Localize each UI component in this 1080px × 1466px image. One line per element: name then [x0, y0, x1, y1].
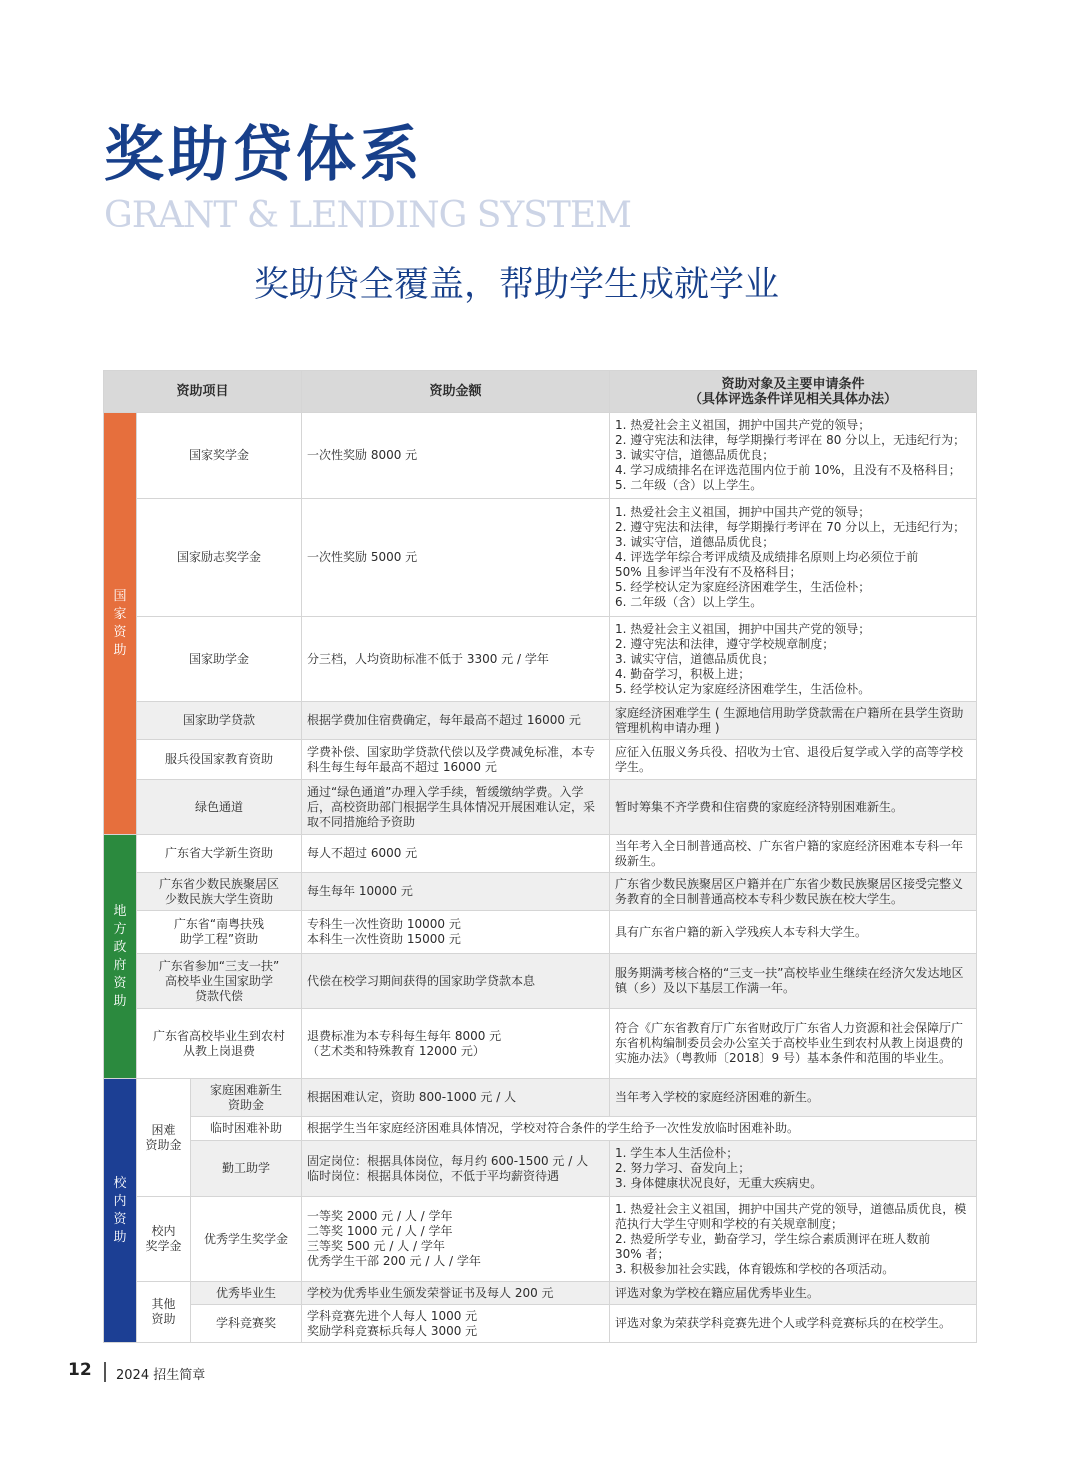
project-name: 国家励志奖学金	[137, 499, 302, 617]
table-row	[104, 413, 977, 499]
group-difficulty: 困难 资助金	[137, 1079, 191, 1197]
project-name: 国家奖学金	[137, 413, 302, 499]
project-amount: 专科生一次性资助 10000 元 本科生一次性资助 15000 元	[302, 911, 610, 954]
project-amount: 通过“绿色通道”办理入学手续，暂缓缴纳学费。入学后，高校资助部门根据学生具体情况开展困难认定，采取不同措施给予资助	[302, 780, 610, 835]
group-other: 其他 资助	[137, 1282, 191, 1343]
project-name: 优秀学生奖学金	[191, 1197, 302, 1282]
project-conditions: 1. 热爱社会主义祖国，拥护中国共产党的领导，道德品质优良，模范执行大学生守则和学校的有关规章制度； 2. 热爱所学专业，勤奋学习，学生综合素质测评在班人数前 30% 者； 3. 积极参加社会实践，体育锻炼和学校的各项活动。	[610, 1197, 977, 1282]
project-name: 绿色通道	[137, 780, 302, 835]
project-amount: 一等奖 2000 元 / 人 / 学年 二等奖 1000 元 / 人 / 学年 三等奖 500 元 / 人 / 学年 优秀学生干部 200 元 / 人 / 学年	[302, 1197, 610, 1282]
project-name: 广东省少数民族聚居区 少数民族大学生资助	[137, 873, 302, 911]
table-row	[104, 702, 977, 740]
project-amount: 代偿在校学习期间获得的国家助学贷款本息	[302, 954, 610, 1009]
category-local: 地方政府资助	[104, 835, 137, 1079]
table-row	[104, 1197, 977, 1282]
project-amount: 根据学生当年家庭经济困难具体情况，学校对符合条件的学生给予一次性发放临时困难补助。	[302, 1117, 977, 1141]
project-name: 勤工助学	[191, 1141, 302, 1197]
project-name: 临时困难补助	[191, 1117, 302, 1141]
project-conditions: 家庭经济困难学生 ( 生源地信用助学贷款需在户籍所在县学生资助管理机构申请办理 )	[610, 702, 977, 740]
project-amount: 根据困难认定，资助 800-1000 元 / 人	[302, 1079, 610, 1117]
project-amount: 学费补偿、国家助学贷款代偿以及学费减免标准，本专科生每生每年最高不超过 16000 元	[302, 740, 610, 780]
project-amount: 一次性奖励 5000 元	[302, 499, 610, 617]
project-amount: 学科竞赛先进个人每人 1000 元 奖励学科竞赛标兵每人 3000 元	[302, 1305, 610, 1343]
project-conditions: 广东省少数民族聚居区户籍并在广东省少数民族聚居区接受完整义务教育的全日制普通高校本专科少数民族在校大学生。	[610, 873, 977, 911]
table-row	[104, 911, 977, 954]
project-amount: 分三档，人均资助标准不低于 3300 元 / 学年	[302, 617, 610, 702]
project-amount: 一次性奖励 8000 元	[302, 413, 610, 499]
project-conditions: 1. 热爱社会主义祖国，拥护中国共产党的领导； 2. 遵守宪法和法律，遵守学校规章制度； 3. 诚实守信，道德品质优良； 4. 勤奋学习，积极上进； 5. 经学校认定为家庭经济困难学生，生活俭朴。	[610, 617, 977, 702]
project-amount: 固定岗位：根据具体岗位，每月约 600-1500 元 / 人 临时岗位：根据具体岗位，不低于平均薪资待遇	[302, 1141, 610, 1197]
table-row	[104, 1141, 977, 1197]
project-name: 广东省“南粤扶残 助学工程”资助	[137, 911, 302, 954]
table-row	[104, 873, 977, 911]
page-title-english: GRANT & LENDING SYSTEM	[104, 195, 632, 236]
grant-table	[103, 370, 977, 1343]
page-number: 12	[68, 1360, 92, 1380]
project-name: 广东省参加“三支一扶” 高校毕业生国家助学 贷款代偿	[137, 954, 302, 1009]
group-scholarship: 校内 奖学金	[137, 1197, 191, 1282]
project-name: 学科竞赛奖	[191, 1305, 302, 1343]
project-amount: 每人不超过 6000 元	[302, 835, 610, 873]
project-conditions: 具有广东省户籍的新入学残疾人本专科大学生。	[610, 911, 977, 954]
footer-text: 2024 招生简章	[116, 1368, 206, 1383]
page-title: 奖助贷体系	[104, 120, 424, 190]
table-row	[104, 1079, 977, 1117]
project-name: 家庭困难新生 资助金	[191, 1079, 302, 1117]
project-conditions: 评选对象为荣获学科竞赛先进个人或学科竞赛标兵的在校学生。	[610, 1305, 977, 1343]
project-name: 广东省高校毕业生到农村 从教上岗退费	[137, 1009, 302, 1079]
page-subtitle: 奖助贷全覆盖，帮助学生成就学业	[254, 265, 780, 305]
project-name: 服兵役国家教育资助	[137, 740, 302, 780]
table-row	[104, 835, 977, 873]
footer-divider	[104, 1362, 106, 1382]
project-conditions: 符合《广东省教育厅广东省财政厅广东省人力资源和社会保障厅广东省机构编制委员会办公室关于高校毕业生到农村从教上岗退费的实施办法》（粤教师〔2018〕9 号）基本条件和范围的毕业生。	[610, 1009, 977, 1079]
project-conditions: 评选对象为学校在籍应届优秀毕业生。	[610, 1282, 977, 1305]
table-row	[104, 1117, 977, 1141]
table-row	[104, 1282, 977, 1305]
table-row	[104, 617, 977, 702]
project-conditions: 1. 热爱社会主义祖国，拥护中国共产党的领导； 2. 遵守宪法和法律，每学期操行考评在 80 分以上，无违纪行为； 3. 诚实守信，道德品质优良； 4. 学习成绩排名在评选范围内位于前 10%，且没有不及格科目； 5. 二年级（含）以上学生。	[610, 413, 977, 499]
header-conditions: 资助对象及主要申请条件 （具体评选条件详见相关具体办法）	[610, 371, 977, 413]
project-conditions: 当年考入全日制普通高校、广东省户籍的家庭经济困难本专科一年级新生。	[610, 835, 977, 873]
project-name: 广东省大学新生资助	[137, 835, 302, 873]
project-conditions: 1. 学生本人生活俭朴； 2. 努力学习、奋发向上； 3. 身体健康状况良好，无重大疾病史。	[610, 1141, 977, 1197]
project-amount: 每生每年 10000 元	[302, 873, 610, 911]
header-project: 资助项目	[104, 371, 302, 413]
table-row	[104, 780, 977, 835]
project-conditions: 应征入伍服义务兵役、招收为士官、退役后复学或入学的高等学校学生。	[610, 740, 977, 780]
project-name: 优秀毕业生	[191, 1282, 302, 1305]
table-row	[104, 1009, 977, 1079]
project-amount: 学校为优秀毕业生颁发荣誉证书及每人 200 元	[302, 1282, 610, 1305]
project-amount: 根据学费加住宿费确定，每年最高不超过 16000 元	[302, 702, 610, 740]
category-national: 国家资助	[104, 413, 137, 835]
project-amount: 退费标准为本专科每生每年 8000 元 （艺术类和特殊教育 12000 元）	[302, 1009, 610, 1079]
project-conditions: 暂时筹集不齐学费和住宿费的家庭经济特别困难新生。	[610, 780, 977, 835]
table-row	[104, 954, 977, 1009]
category-school: 校内资助	[104, 1079, 137, 1343]
project-conditions: 服务期满考核合格的“三支一扶”高校毕业生继续在经济欠发达地区镇（乡）及以下基层工作满一年。	[610, 954, 977, 1009]
table-row	[104, 499, 977, 617]
project-name: 国家助学贷款	[137, 702, 302, 740]
project-conditions: 当年考入学校的家庭经济困难的新生。	[610, 1079, 977, 1117]
table-row	[104, 740, 977, 780]
project-conditions: 1. 热爱社会主义祖国，拥护中国共产党的领导； 2. 遵守宪法和法律，每学期操行考评在 70 分以上，无违纪行为； 3. 诚实守信，道德品质优良； 4. 评选学年综合考评成绩及成绩排名原则上均必须位于前 50% 且参评当年没有不及格科目； 5. 经学校认定为家庭经济困难学生，生活俭朴； 6. 二年级（含）以上学生。	[610, 499, 977, 617]
table-header-row	[104, 371, 977, 413]
table-row	[104, 1305, 977, 1343]
header-amount: 资助金额	[302, 371, 610, 413]
project-name: 国家助学金	[137, 617, 302, 702]
